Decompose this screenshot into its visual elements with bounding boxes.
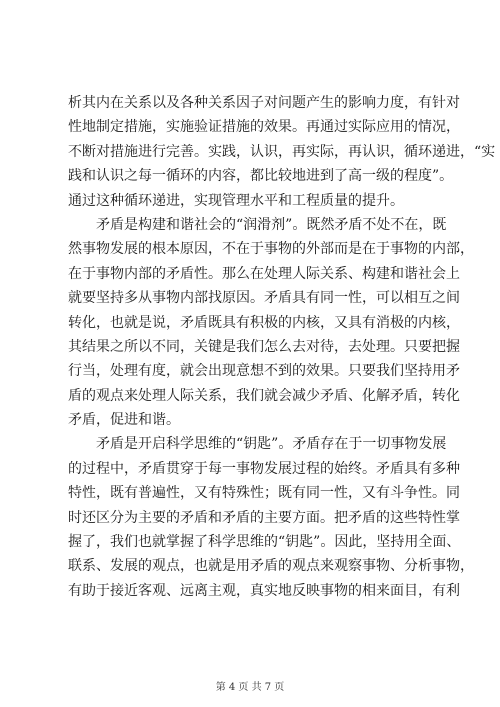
- text-line: 践和认识之每一循环的内容，都比较地进到了高一级的程度”。: [68, 168, 454, 185]
- text-line: 在于事物内部的矛盾性。那么在处理人际关系、构建和谐社会上: [68, 265, 460, 282]
- text-line: 时还区分为主要的矛盾和矛盾的主要方面。把矛盾的这些特性掌: [68, 509, 460, 526]
- paragraph-3: [68, 432, 474, 603]
- page-number-footer: 第 4 页 共 7 页: [215, 682, 285, 693]
- text-line: 矛盾是开启科学思维的“钥匙”。矛盾存在于一切事物发展: [96, 436, 447, 453]
- text-line: 析其内在关系以及各种关系因子对问题产生的影响力度，有针对: [68, 95, 460, 111]
- text-line: 矛盾是构建和谐社会的“润滑剂”。既然矛盾不处不在，既: [96, 216, 447, 233]
- text-line: 不断对措施进行完善。实践，认识，再实际，再认识，循环递进，“实: [68, 143, 496, 160]
- text-line: 矛盾，促进和谐。: [68, 412, 180, 429]
- text-line: 性地制定措施，实施验证措施的效果。再通过实际应用的情况，: [68, 119, 460, 136]
- text-line: 其结果之所以不同，关键是我们怎么去对待，去处理。只要把握: [68, 338, 460, 355]
- paragraph-1: [68, 91, 496, 213]
- text-line: 通过这种循环递进，实现管理水平和工程质量的提升。: [68, 192, 404, 209]
- text-line: 特性，既有普遍性，又有特殊性；既有同一性，又有斗争性。同: [68, 485, 460, 502]
- document-body: [68, 91, 496, 603]
- text-line: 联系、发展的观点，也就是用矛盾的观点来观察事物、分析事物，: [68, 558, 474, 575]
- text-line: 盾的观点来处理人际关系，我们就会减少矛盾、化解矛盾，转化: [68, 387, 460, 404]
- text-line: 的过程中，矛盾贯穿于每一事物发展过程的始终。矛盾具有多种: [68, 460, 460, 477]
- paragraph-2: [68, 213, 474, 433]
- text-line: 然事物发展的根本原因，不在于事物的外部而是在于事物的内部，: [68, 241, 474, 258]
- text-line: 握了，我们也就掌握了科学思维的“钥匙”。因此，坚持用全面、: [68, 534, 461, 551]
- text-line: 就要坚持多从事物内部找原因。矛盾具有同一性，可以相互之间: [68, 290, 460, 307]
- text-line: 行当，处理有度，就会出现意想不到的效果。只要我们坚持用矛: [68, 363, 460, 380]
- text-line: 转化，也就是说，矛盾既具有积极的内核，又具有消极的内核，: [68, 314, 460, 331]
- text-line: 有助于接近客观、远离主观，真实地反映事物的相来面目，有利: [68, 582, 460, 599]
